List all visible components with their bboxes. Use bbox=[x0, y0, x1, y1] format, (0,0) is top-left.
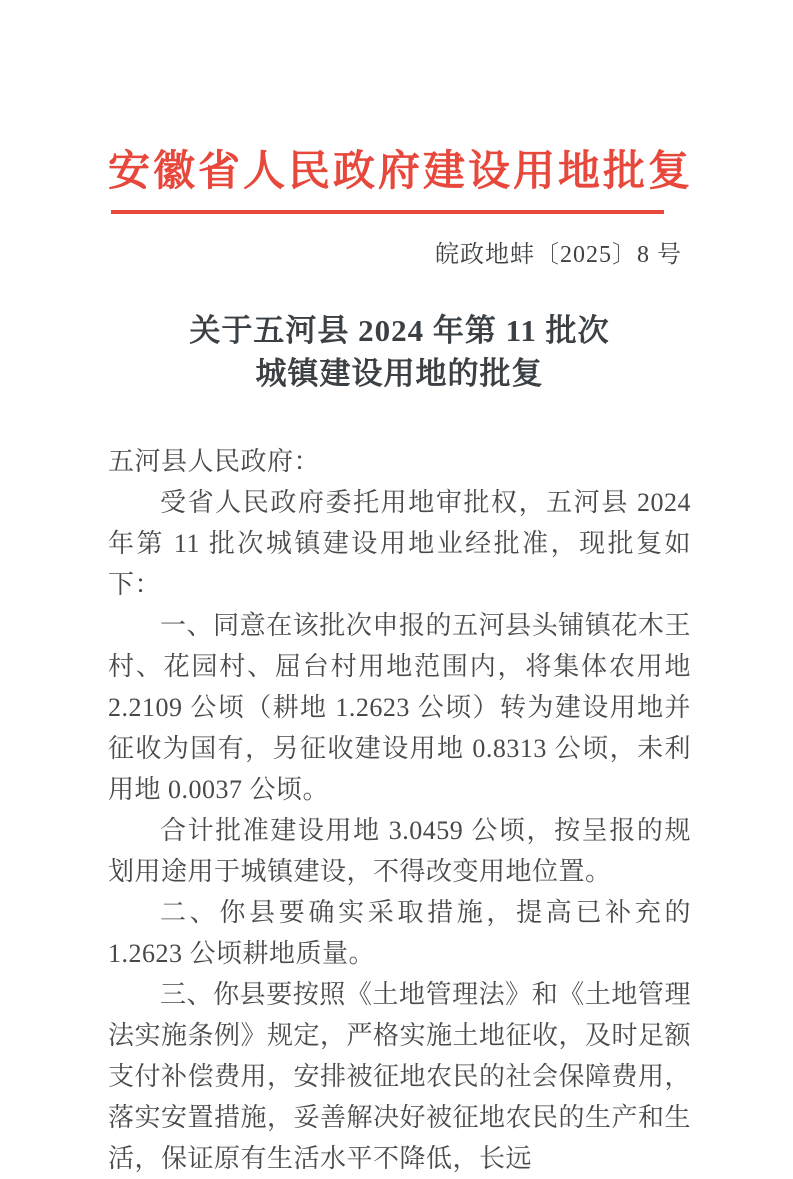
document-title bbox=[108, 309, 691, 395]
salutation: 五河县人民政府： bbox=[108, 447, 321, 477]
letterhead-divider bbox=[111, 210, 664, 214]
document-body bbox=[108, 441, 691, 1179]
document-title-line2: 城镇建设用地的批复 bbox=[255, 356, 544, 392]
document-number: 皖政地蚌〔2025〕8 号 bbox=[435, 242, 682, 269]
paragraph-intro: 受省人民政府委托用地审批权，五河县 2024 年第 11 批次城镇建设用地业经批准，现批复如下： bbox=[108, 488, 691, 600]
paragraph-item-3: 三、你县要按照《土地管理法》和《土地管理法实施条例》规定，严格实施土地征收，及时足额支付补偿费用，安排被征地农民的社会保障费用，落实安置措施，妥善解决好被征地农民的生产和生活，保证原有生活水平不降低，长远 bbox=[108, 980, 692, 1174]
paragraph-total: 合计批准建设用地 3.0459 公顷，按呈报的规划用途用于城镇建设，不得改变用地位置。 bbox=[108, 816, 691, 887]
letterhead-title: 安徽省人民政府建设用地批复 bbox=[108, 149, 694, 195]
paragraph-item-2: 二、你县要确实采取措施，提高已补充的 1.2623 公顷耕地质量。 bbox=[108, 898, 691, 969]
document-title-line1: 关于五河县 2024 年第 11 批次 bbox=[189, 313, 610, 349]
paragraph-item-1: 一、同意在该批次申报的五河县头铺镇花木王村、花园村、屈台村用地范围内，将集体农用地 2.2109 公顷（耕地 1.2623 公顷）转为建设用地并征收为国有，另征收建设用地 0.8313 公顷，未利用地 0.0037 公顷。 bbox=[108, 611, 691, 805]
